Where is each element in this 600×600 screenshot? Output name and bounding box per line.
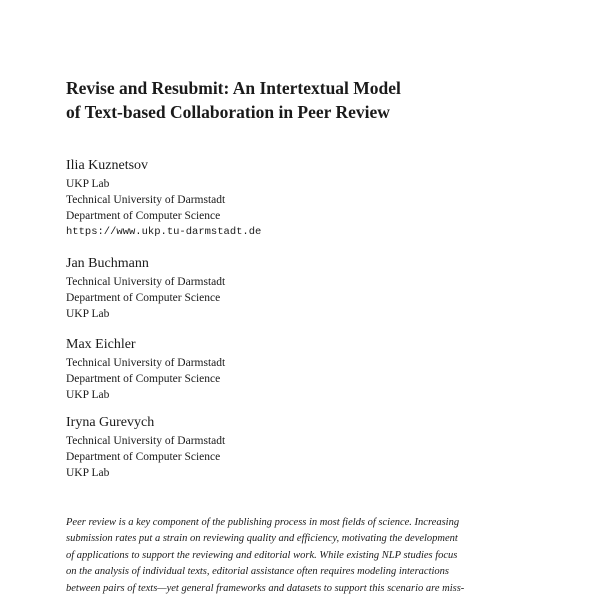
abstract-line: between pairs of texts—yet general frameworks and datasets to support this scenario are miss- [66, 582, 465, 594]
author-block [66, 255, 366, 322]
author-affiliation: Technical University of Darmstadt [66, 357, 226, 369]
author-affiliation: Department of Computer Science [66, 292, 221, 304]
author-affiliation: Department of Computer Science [66, 373, 221, 385]
author-affiliation: Department of Computer Science [66, 451, 221, 463]
paper-title [66, 76, 536, 124]
author-name: Iryna Gurevych [66, 415, 155, 430]
abstract [66, 515, 538, 597]
author-name: Jan Buchmann [66, 256, 149, 271]
author-block [66, 336, 366, 403]
abstract-line: submission rates put a strain on reviewing quality and efficiency, motivating the development [66, 533, 458, 545]
author-affiliation: UKP Lab [66, 389, 110, 401]
author-affiliation: Department of Computer Science [66, 210, 221, 222]
title-line: Revise and Resubmit: An Intertextual Model [66, 78, 401, 98]
author-block [66, 414, 366, 481]
author-affiliation: Technical University of Darmstadt [66, 276, 226, 288]
author-name: Max Eichler [66, 337, 136, 352]
abstract-line: Peer review is a key component of the publishing process in most fields of science. Increasing [66, 517, 460, 528]
author-affiliation: UKP Lab [66, 308, 110, 320]
author-affiliation: Technical University of Darmstadt [66, 435, 226, 447]
abstract-line: of applications to support the reviewing and editorial work. While existing NLP studies focus [66, 549, 458, 561]
author-affiliation: UKP Lab [66, 467, 110, 479]
title-line: of Text-based Collaboration in Peer Review [66, 102, 390, 122]
author-name: Ilia Kuznetsov [66, 158, 149, 173]
abstract-line: on the analysis of individual texts, editorial assistance often requires modeling interactions [66, 566, 450, 578]
author-block [66, 157, 366, 240]
author-url-link[interactable]: https://www.ukp.tu-darmstadt.de [66, 226, 262, 238]
author-affiliation: UKP Lab [66, 178, 110, 190]
author-affiliation: Technical University of Darmstadt [66, 194, 226, 206]
